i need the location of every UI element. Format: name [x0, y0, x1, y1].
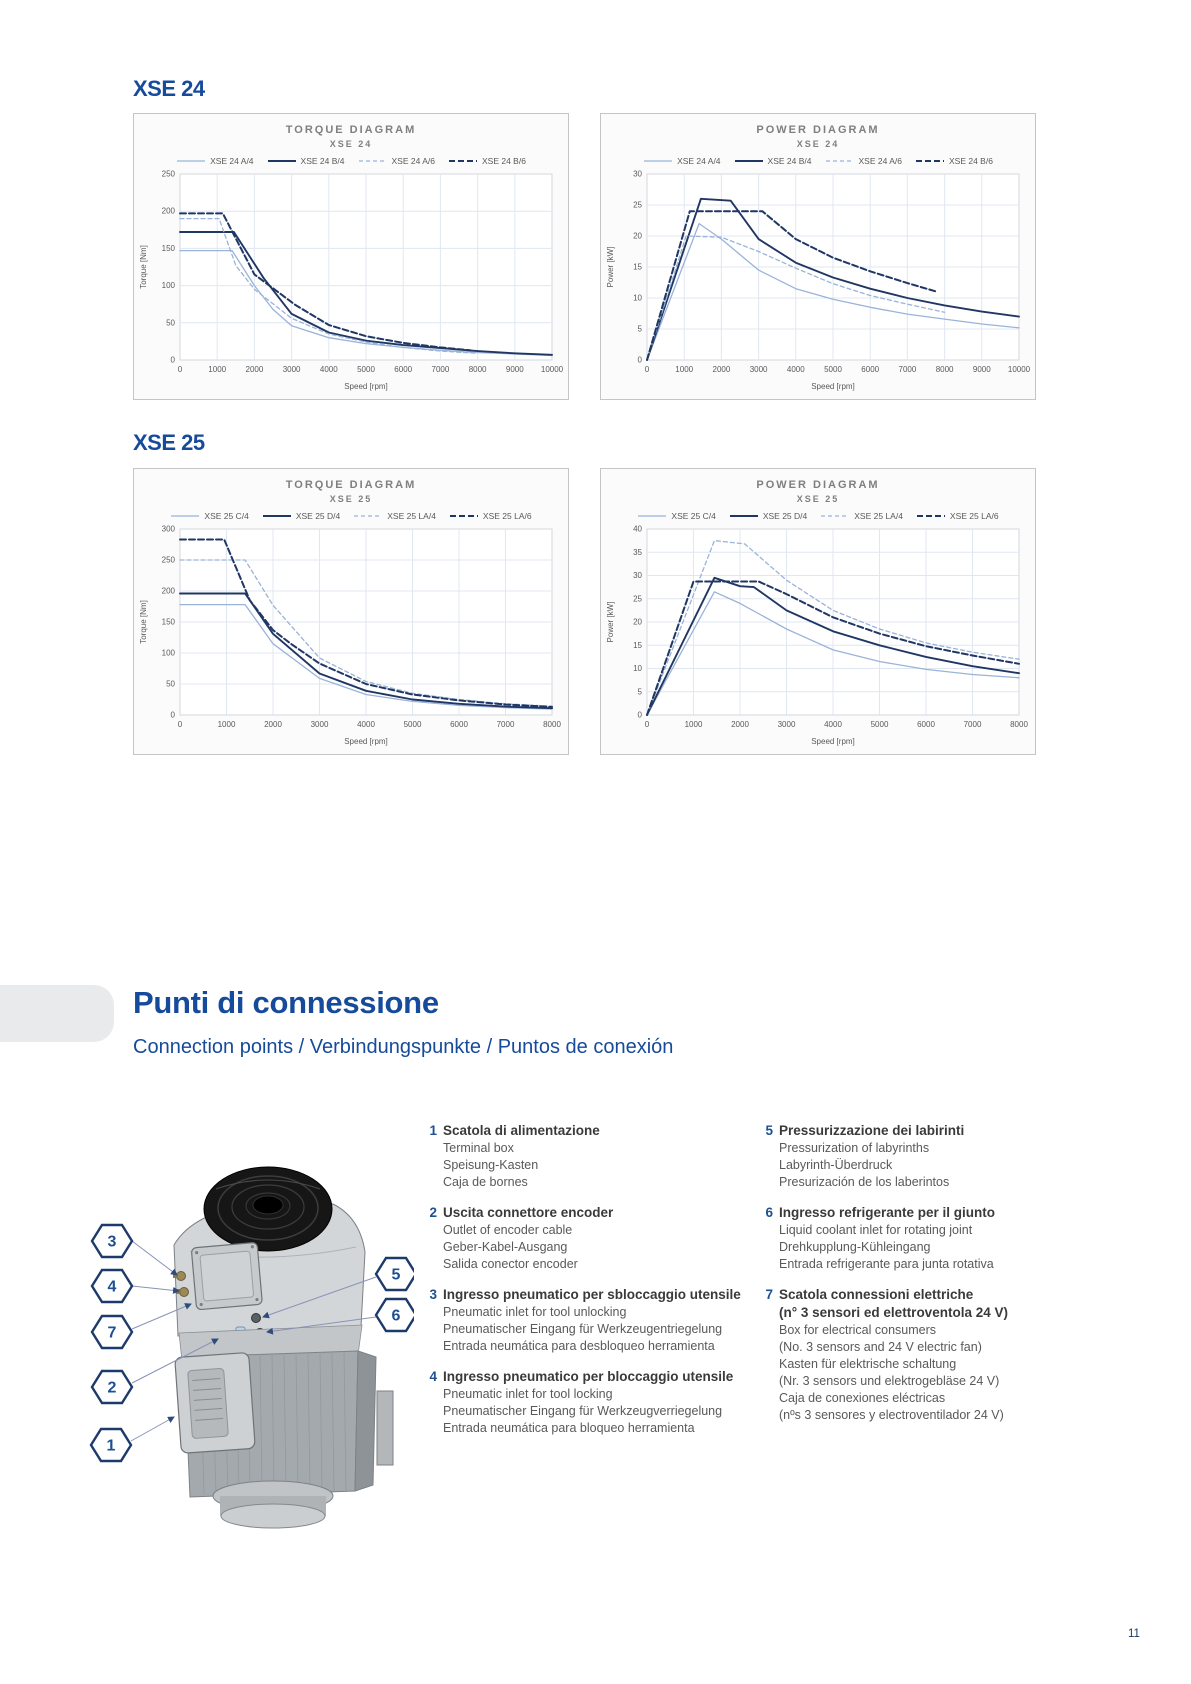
svg-text:9000: 9000 — [505, 365, 524, 374]
connection-item-number: 5 — [765, 1123, 773, 1138]
svg-text:50: 50 — [166, 679, 175, 689]
svg-text:4000: 4000 — [357, 720, 375, 729]
svg-text:150: 150 — [161, 243, 175, 253]
legend-label: XSE 24 A/6 — [858, 156, 902, 166]
chart-legend — [134, 511, 568, 521]
svg-text:0: 0 — [170, 355, 175, 365]
callout-badge-2 — [92, 1371, 132, 1403]
legend-entry — [267, 156, 345, 166]
svg-text:10: 10 — [633, 293, 642, 303]
legend-label: XSE 24 B/6 — [948, 156, 993, 166]
legend-line-sample — [915, 157, 945, 165]
connection-item-translation: (nºs 3 sensores y electroventilador 24 V) — [779, 1408, 1004, 1422]
svg-text:3: 3 — [107, 1233, 117, 1251]
connection-item-translation: Outlet of encoder cable — [443, 1223, 573, 1237]
legend-entry — [820, 511, 903, 521]
chart-title: POWER DIAGRAM — [756, 479, 880, 491]
legend-entry — [176, 156, 253, 166]
svg-text:4000: 4000 — [824, 720, 842, 729]
connection-item-translation: Pneumatic inlet for tool unlocking — [443, 1305, 627, 1319]
svg-text:8000: 8000 — [935, 365, 954, 374]
chart-subtitle: XSE 24 — [796, 139, 840, 149]
connection-item-translation: Presurización de los laberintos — [779, 1175, 950, 1189]
connection-item-title: Pressurizzazione dei labirinti — [779, 1123, 965, 1138]
svg-text:100: 100 — [161, 648, 175, 658]
callout-badge-5 — [376, 1258, 414, 1290]
svg-text:300: 300 — [161, 524, 175, 534]
chart-card-power-diagram-xse-25 — [600, 468, 1036, 755]
connection-item-3 — [421, 1286, 766, 1355]
svg-text:150: 150 — [161, 617, 175, 627]
svg-text:1000: 1000 — [217, 720, 236, 729]
svg-text:15: 15 — [633, 640, 642, 650]
legend-line-sample — [637, 512, 667, 520]
legend-line-sample — [262, 512, 292, 520]
legend-label: XSE 25 LA/6 — [949, 511, 999, 521]
legend-entry — [915, 156, 993, 166]
connection-item-translation: Pneumatischer Eingang für Werkzeugverriegelung — [443, 1404, 723, 1418]
connection-items-left — [421, 1122, 766, 1450]
legend-line-sample — [176, 157, 206, 165]
chart-plot-torque-diagram-xse-25 — [134, 521, 568, 749]
connection-item-translation: Pneumatischer Eingang für Werkzeugentriegelung — [443, 1322, 723, 1336]
legend-entry — [734, 156, 812, 166]
svg-text:8000: 8000 — [543, 720, 561, 729]
heading-xse25: XSE 25 — [133, 430, 205, 455]
svg-text:5000: 5000 — [357, 365, 375, 374]
chart-plot-power-diagram-xse-25 — [601, 521, 1035, 749]
svg-text:0: 0 — [177, 720, 183, 729]
svg-text:6000: 6000 — [917, 720, 935, 729]
legend-label: XSE 24 A/6 — [391, 156, 435, 166]
svg-text:Speed [rpm]: Speed [rpm] — [811, 382, 855, 391]
svg-text:0: 0 — [177, 365, 183, 374]
svg-text:Torque [Nm]: Torque [Nm] — [139, 245, 148, 289]
legend-label: XSE 24 B/4 — [300, 156, 345, 166]
svg-text:200: 200 — [161, 206, 175, 216]
svg-text:3000: 3000 — [310, 720, 329, 729]
chart-card-power-diagram-xse-24 — [600, 113, 1036, 400]
legend-entry — [262, 511, 340, 521]
connection-item-translation: Caja de conexiones eléctricas — [779, 1391, 946, 1405]
svg-text:Torque [Nm]: Torque [Nm] — [139, 600, 148, 644]
svg-text:10: 10 — [633, 664, 642, 673]
chart-subtitle: XSE 25 — [329, 494, 373, 504]
legend-label: XSE 24 B/6 — [481, 156, 526, 166]
legend-label: XSE 25 D/4 — [762, 511, 808, 521]
connection-item-number: 3 — [429, 1287, 437, 1302]
legend-entry — [916, 511, 999, 521]
svg-text:3000: 3000 — [777, 720, 796, 729]
legend-line-sample — [916, 512, 946, 520]
connection-item-translation: Box for electrical consumers — [779, 1323, 937, 1337]
svg-text:35: 35 — [633, 547, 642, 557]
svg-text:8000: 8000 — [468, 365, 487, 374]
legend-line-sample — [729, 512, 759, 520]
legend-line-sample — [449, 512, 479, 520]
connection-item-translation: Entrada refrigerante para junta rotativa — [779, 1257, 994, 1271]
mounting-bracket — [377, 1391, 393, 1465]
svg-text:5000: 5000 — [824, 365, 842, 374]
connection-item-translation: Pressurization of labyrinths — [779, 1141, 930, 1155]
svg-text:6000: 6000 — [861, 365, 880, 374]
svg-text:5: 5 — [637, 324, 642, 334]
svg-text:5000: 5000 — [403, 720, 422, 729]
legend-label: XSE 25 D/4 — [295, 511, 341, 521]
chart-legend — [601, 511, 1035, 521]
svg-text:25: 25 — [633, 200, 642, 210]
svg-text:1000: 1000 — [675, 365, 694, 374]
chart-subtitle: XSE 25 — [796, 494, 840, 504]
legend-entry — [170, 511, 248, 521]
chart-title: POWER DIAGRAM — [756, 124, 880, 136]
connection-item-translation: Salida conector encoder — [443, 1257, 578, 1271]
connection-item-translation: Drehkupplung-Kühleingang — [779, 1240, 931, 1254]
svg-text:1000: 1000 — [208, 365, 227, 374]
svg-text:30: 30 — [633, 571, 642, 580]
legend-entry — [729, 511, 807, 521]
svg-text:6000: 6000 — [450, 720, 468, 729]
connection-item-title: Ingresso refrigerante per il giunto — [779, 1205, 996, 1220]
terminal-box — [175, 1352, 256, 1453]
chart-title: TORQUE DIAGRAM — [285, 479, 417, 491]
callout-line-3 — [132, 1241, 177, 1275]
legend-label: XSE 24 A/4 — [210, 156, 254, 166]
connection-item-4 — [421, 1368, 766, 1437]
callout-line-4 — [132, 1286, 179, 1291]
svg-text:Power [kW]: Power [kW] — [606, 246, 615, 288]
connection-item-title: Scatola connessioni elettriche — [779, 1287, 974, 1302]
svg-text:250: 250 — [161, 169, 175, 179]
connection-item-number: 6 — [765, 1205, 773, 1220]
connection-item-title: Ingresso pneumatico per sbloccaggio utensile — [443, 1287, 741, 1302]
svg-text:6000: 6000 — [394, 365, 413, 374]
svg-text:30: 30 — [633, 169, 642, 179]
svg-text:6: 6 — [391, 1307, 401, 1325]
connection-item-translation: Liquid coolant inlet for rotating joint — [779, 1223, 973, 1237]
callout-badge-4 — [92, 1270, 132, 1302]
svg-text:2000: 2000 — [731, 720, 749, 729]
connection-item-number: 7 — [765, 1287, 773, 1302]
connection-item-translation: Terminal box — [443, 1141, 514, 1155]
svg-text:0: 0 — [644, 720, 650, 729]
connection-item-title: Scatola di alimentazione — [443, 1123, 600, 1138]
callout-badge-6 — [376, 1299, 414, 1331]
chart-legend — [601, 156, 1035, 166]
svg-text:20: 20 — [633, 617, 642, 627]
electrical-connections-box — [191, 1242, 262, 1310]
heading-xse24: XSE 24 — [133, 76, 205, 101]
chart-plot-torque-diagram-xse-24 — [134, 166, 568, 394]
svg-text:4000: 4000 — [319, 365, 338, 374]
legend-line-sample — [643, 157, 673, 165]
svg-text:7000: 7000 — [898, 365, 917, 374]
legend-label: XSE 24 A/4 — [677, 156, 721, 166]
connection-item-translation: Entrada neumática para bloqueo herramienta — [443, 1421, 695, 1435]
svg-text:0: 0 — [637, 355, 642, 365]
connection-item-translation: Caja de bornes — [443, 1175, 528, 1189]
svg-text:4: 4 — [107, 1278, 117, 1296]
legend-label: XSE 24 B/4 — [767, 156, 812, 166]
svg-text:Speed [rpm]: Speed [rpm] — [344, 737, 388, 746]
cooling-fan-icon — [204, 1167, 332, 1251]
connection-item-title: Uscita connettore encoder — [443, 1205, 614, 1220]
legend-label: XSE 25 LA/6 — [482, 511, 532, 521]
svg-text:5: 5 — [391, 1266, 401, 1284]
connection-item-7 — [757, 1286, 1102, 1424]
legend-entry — [643, 156, 720, 166]
svg-text:9000: 9000 — [972, 365, 991, 374]
svg-text:7000: 7000 — [963, 720, 982, 729]
legend-line-sample — [734, 157, 764, 165]
connection-item-translation: Speisung-Kasten — [443, 1158, 539, 1172]
legend-entry — [353, 511, 436, 521]
svg-text:1000: 1000 — [684, 720, 703, 729]
svg-text:7000: 7000 — [496, 720, 515, 729]
svg-text:0: 0 — [644, 365, 650, 374]
svg-text:10000: 10000 — [1007, 365, 1031, 374]
svg-text:40: 40 — [633, 524, 642, 534]
legend-line-sample — [448, 157, 478, 165]
svg-text:3000: 3000 — [282, 365, 301, 374]
chart-legend — [134, 156, 568, 166]
legend-label: XSE 25 C/4 — [204, 511, 249, 521]
legend-label: XSE 25 LA/4 — [854, 511, 903, 521]
connection-item-translation: (No. 3 sensors and 24 V electric fan) — [779, 1340, 982, 1354]
legend-line-sample — [353, 512, 383, 520]
connection-item-translation: Labyrinth-Überdruck — [779, 1158, 893, 1172]
svg-text:2000: 2000 — [245, 365, 264, 374]
legend-entry — [448, 156, 526, 166]
svg-text:2000: 2000 — [264, 720, 282, 729]
connection-item-6 — [757, 1204, 1102, 1273]
legend-label: XSE 25 LA/4 — [387, 511, 436, 521]
connection-item-1 — [421, 1122, 766, 1191]
bottom-flange — [213, 1481, 333, 1528]
svg-text:0: 0 — [637, 710, 642, 720]
legend-entry — [449, 511, 532, 521]
connection-item-title: Ingresso pneumatico per bloccaggio utensile — [443, 1369, 734, 1384]
svg-text:0: 0 — [170, 710, 175, 720]
section-tab-decoration — [0, 985, 114, 1042]
connection-item-translation: Kasten für elektrische schaltung — [779, 1357, 957, 1371]
legend-line-sample — [170, 512, 200, 520]
svg-text:Power [kW]: Power [kW] — [606, 601, 615, 643]
legend-line-sample — [825, 157, 855, 165]
chart-plot-power-diagram-xse-24 — [601, 166, 1035, 394]
chart-title: TORQUE DIAGRAM — [285, 124, 417, 136]
svg-text:100: 100 — [161, 281, 175, 291]
svg-text:8000: 8000 — [1010, 720, 1028, 729]
svg-text:10000: 10000 — [540, 365, 564, 374]
svg-text:200: 200 — [161, 586, 175, 596]
svg-text:20: 20 — [633, 231, 642, 241]
svg-text:5000: 5000 — [870, 720, 889, 729]
svg-text:2: 2 — [107, 1379, 117, 1397]
legend-label: XSE 25 C/4 — [671, 511, 716, 521]
chart-card-torque-diagram-xse-24 — [133, 113, 569, 400]
connection-item-translation: Geber-Kabel-Ausgang — [443, 1240, 568, 1254]
connection-item-translation: Pneumatic inlet for tool locking — [443, 1387, 613, 1401]
svg-text:250: 250 — [161, 555, 175, 565]
callout-badge-3 — [92, 1225, 132, 1257]
connection-section-subtitle: Connection points / Verbindungspunkte / Puntos de conexión — [133, 1036, 674, 1058]
machine-body — [173, 1167, 393, 1528]
svg-text:Speed [rpm]: Speed [rpm] — [811, 737, 855, 746]
svg-text:50: 50 — [166, 318, 175, 328]
connection-item-title2: (n° 3 sensori ed elettroventola 24 V) — [779, 1305, 1008, 1320]
svg-text:1: 1 — [106, 1437, 116, 1455]
connection-item-number: 4 — [429, 1369, 437, 1384]
page-number: 11 — [1128, 1628, 1140, 1640]
connection-item-translation: Entrada neumática para desbloqueo herramienta — [443, 1339, 715, 1353]
chart-card-torque-diagram-xse-25 — [133, 468, 569, 755]
callout-badge-1 — [91, 1429, 131, 1461]
legend-entry — [825, 156, 902, 166]
connection-item-translation: (Nr. 3 sensors und elektrogebläse 24 V) — [779, 1374, 1000, 1388]
svg-text:5: 5 — [637, 687, 642, 697]
svg-text:7: 7 — [107, 1324, 117, 1342]
legend-entry — [637, 511, 715, 521]
svg-text:3000: 3000 — [749, 365, 768, 374]
callout-badge-7 — [92, 1316, 132, 1348]
legend-line-sample — [267, 157, 297, 165]
spindle-motor-illustration — [78, 1093, 414, 1529]
svg-text:7000: 7000 — [431, 365, 450, 374]
legend-entry — [358, 156, 435, 166]
legend-line-sample — [820, 512, 850, 520]
connection-item-number: 1 — [429, 1123, 437, 1138]
svg-text:2000: 2000 — [712, 365, 731, 374]
connection-section-title: Punti di connessione — [133, 985, 439, 1020]
callout-line-1 — [131, 1417, 174, 1441]
svg-text:4000: 4000 — [786, 365, 805, 374]
connection-items-right — [757, 1122, 1102, 1437]
svg-text:Speed [rpm]: Speed [rpm] — [344, 382, 388, 391]
legend-line-sample — [358, 157, 388, 165]
chart-subtitle: XSE 24 — [329, 139, 373, 149]
connection-item-2 — [421, 1204, 766, 1273]
connection-item-number: 2 — [429, 1205, 437, 1220]
svg-text:25: 25 — [633, 594, 642, 604]
svg-text:15: 15 — [633, 262, 642, 272]
connection-item-5 — [757, 1122, 1102, 1191]
